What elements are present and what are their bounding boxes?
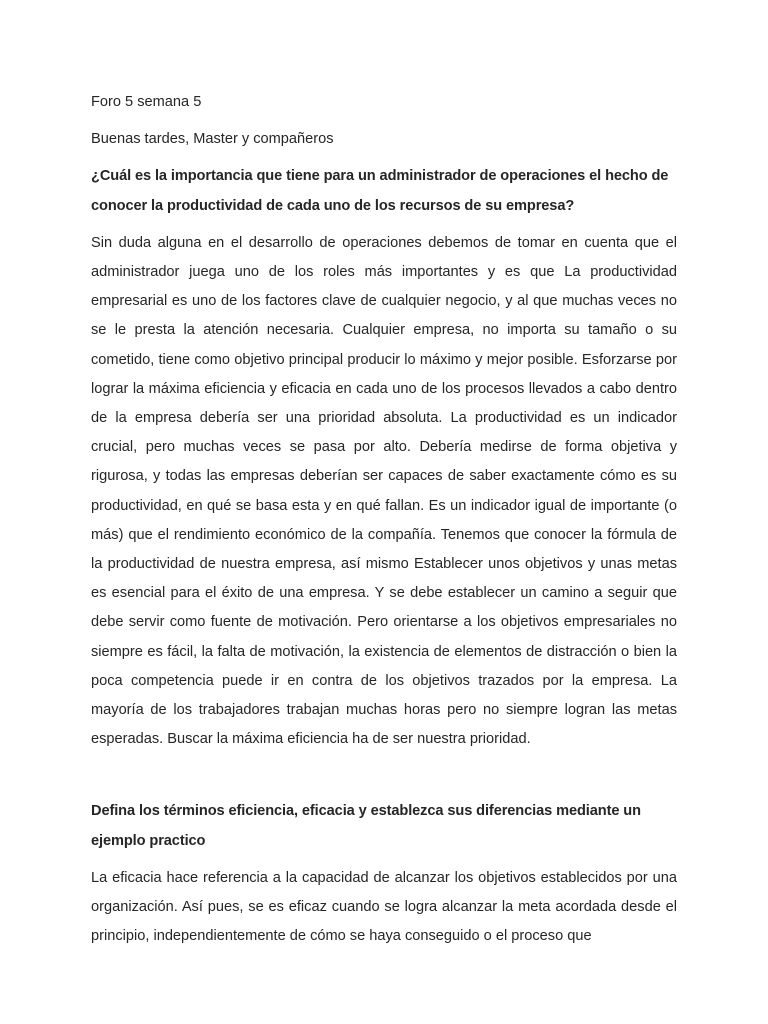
greeting: Buenas tardes, Master y compañeros <box>91 131 334 148</box>
section-spacer <box>91 754 677 797</box>
document-title: Foro 5 semana 5 <box>91 94 202 110</box>
document-page <box>91 88 677 951</box>
answer-2: La eficacia hace referencia a la capacidad de alcanzar los objetivos establecidos por una organización. Así pues, se es eficaz cuando se logra alcanzar la meta acordada desde el principio, independientemente de cómo se haya conseguido o el proceso que <box>91 869 677 945</box>
question-2: Defina los términos eficiencia, eficacia y establezca sus diferencias mediante un ejemplo practico <box>91 803 641 849</box>
question-1: ¿Cuál es la importancia que tiene para un administrador de operaciones el hecho de conocer la productividad de cada uno de los recursos de su empresa? <box>91 168 669 214</box>
answer-1: Sin duda alguna en el desarrollo de operaciones debemos de tomar en cuenta que el administrador juega uno de los roles más importantes y es que La productividad empresarial es uno de los factores clave de cualquier negocio, y al que muchas veces no se le presta la atención necesaria. Cualquier empresa, no importa su tamaño o su cometido, tiene como objetivo principal producir lo máximo y mejor posible. Esforzarse por lograr la máxima eficiencia y eficacia en cada uno de los procesos llevados a cabo dentro de la empresa debería ser una prioridad absoluta. La productividad es un indicador crucial, pero muchas veces se pasa por alto. Debería medirse de forma objetiva y rigurosa, y todas las empresas deberían ser capaces de saber exactamente cómo es su productividad, en qué se basa esta y en qué fallan. Es un indicador igual de importante (o más) que el rendimiento económico de la compañía. Tenemos que conocer la fórmula de la productividad de nuestra empresa, así mismo Establecer unos objetivos y unas metas es esencial para el éxito de una empresa. Y se debe establecer un camino a seguir que debe servir como fuente de motivación. Pero orientarse a los objetivos empresariales no siempre es fácil, la falta de motivación, la existencia de elementos de distracción o bien la poca competencia puede ir en contra de los objetivos trazados por la empresa. La mayoría de los trabajadores trabajan muchas horas pero no siempre logran las metas esperadas. Buscar la máxima eficiencia ha de ser nuestra prioridad. <box>91 234 677 748</box>
